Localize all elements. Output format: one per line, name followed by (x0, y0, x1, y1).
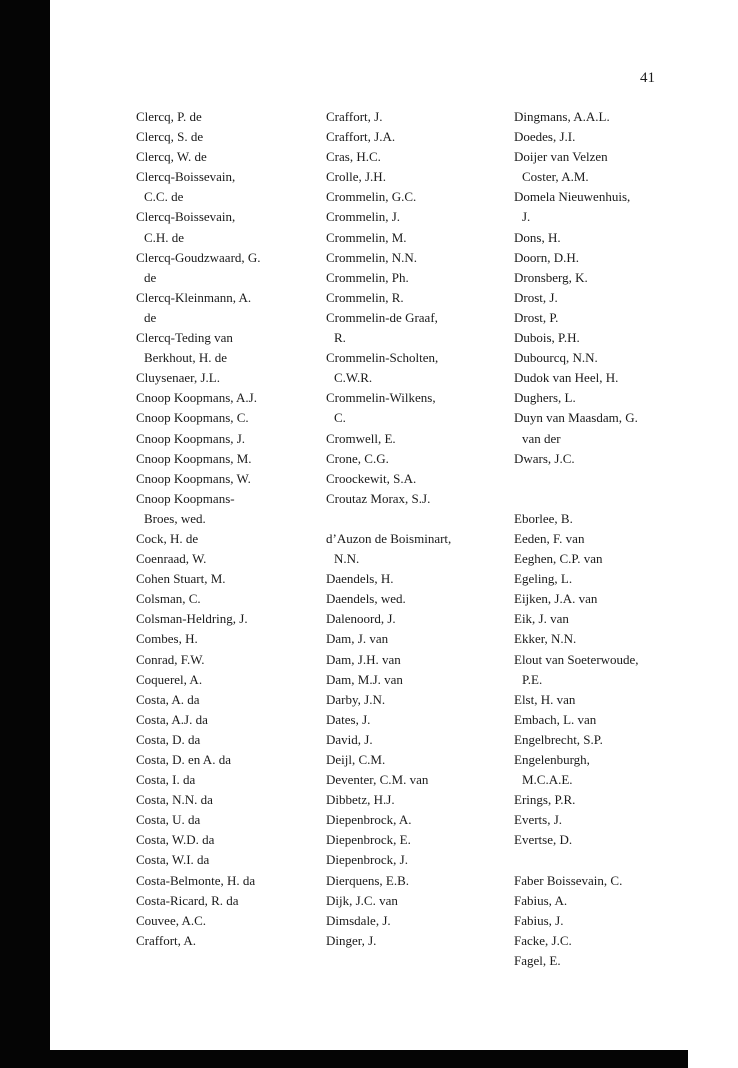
list-item: Cnoop Koopmans, J. (136, 430, 246, 446)
list-item: Domela Nieuwenhuis, (514, 189, 631, 205)
list-item: Dalenoord, J. (326, 611, 396, 627)
list-item-continuation: J. (522, 209, 531, 225)
list-item: Costa, D. da (136, 731, 201, 747)
list-item: David, J. (326, 731, 373, 747)
scan-bottom-border (0, 1050, 688, 1068)
list-item: Diepenbrock, J. (326, 852, 408, 868)
list-item: Costa, I. da (136, 772, 196, 788)
list-item: Dibbetz, H.J. (326, 792, 395, 808)
list-item-continuation: van der (522, 430, 561, 446)
list-item: Dudok van Heel, H. (514, 370, 619, 386)
list-item: Costa, A.J. da (136, 711, 208, 727)
list-item: Clercq-Goudzwaard, G. (136, 249, 261, 265)
list-item: Crommelin-de Graaf, (326, 309, 438, 325)
list-item: Egeling, L. (514, 571, 573, 587)
list-item: Fabius, J. (514, 912, 564, 928)
list-item: Cnoop Koopmans, C. (136, 410, 249, 426)
list-item: Colsman, C. (136, 591, 201, 607)
list-item: Costa-Ricard, R. da (136, 892, 239, 908)
list-item: Faber Boissevain, C. (514, 872, 623, 888)
list-item: Dronsberg, K. (514, 269, 588, 285)
list-item: Craffort, J. (326, 109, 383, 124)
list-item: Cnoop Koopmans, W. (136, 470, 251, 486)
list-item: Dam, J. van (326, 631, 389, 647)
list-item: Cnoop Koopmans, A.J. (136, 390, 257, 406)
list-item: Deventer, C.M. van (326, 772, 429, 788)
list-item: Crommelin-Scholten, (326, 350, 439, 366)
name-column-1 (136, 107, 314, 951)
list-item: Crommelin, N.N. (326, 249, 417, 265)
scan-left-border (0, 0, 50, 1068)
list-item: Dam, J.H. van (326, 651, 401, 667)
list-item: Cras, H.C. (326, 149, 381, 165)
list-item: Embach, L. van (514, 711, 597, 727)
list-item: Eijken, J.A. van (514, 591, 598, 607)
list-item: Evertse, D. (514, 832, 573, 848)
list-item: Dierquens, E.B. (326, 872, 410, 888)
list-item: Doedes, J.I. (514, 129, 576, 145)
list-item: Fagel, E. (514, 952, 561, 968)
list-item: Crommelin, J. (326, 209, 401, 225)
list-item: Eeden, F. van (514, 530, 585, 546)
list-item: Deijl, C.M. (326, 752, 386, 767)
list-item: Eik, J. van (514, 611, 569, 627)
list-item: Doorn, D.H. (514, 249, 579, 265)
list-item: Colsman-Heldring, J. (136, 611, 248, 627)
list-item: Costa, W.D. da (136, 832, 215, 848)
list-item-continuation: Broes, wed. (144, 510, 206, 526)
blank-line (514, 489, 690, 509)
list-item: Craffort, A. (136, 932, 197, 948)
list-item: Cock, H. de (136, 530, 199, 546)
list-item: Engelenburgh, (514, 752, 590, 767)
blank-line (514, 469, 690, 489)
list-item: Daendels, wed. (326, 591, 406, 607)
list-item: Costa, W.I. da (136, 852, 210, 868)
list-item: Cnoop Koopmans, M. (136, 450, 252, 466)
list-item: Fabius, A. (514, 892, 568, 908)
list-item: Cohen Stuart, M. (136, 571, 226, 587)
list-item: Dubourcq, N.N. (514, 350, 598, 366)
list-item: Clercq-Teding van (136, 330, 233, 346)
list-item-continuation: de (144, 269, 157, 285)
list-item: Dijk, J.C. van (326, 892, 398, 908)
list-item: Clercq-Boissevain, (136, 209, 236, 225)
list-item: Darby, J.N. (326, 691, 386, 707)
list-item: Coenraad, W. (136, 551, 207, 567)
list-item: Costa, D. en A. da (136, 752, 231, 767)
list-item-continuation: Coster, A.M. (522, 169, 589, 185)
list-item: Cluysenaer, J.L. (136, 370, 220, 386)
name-column-2 (326, 107, 504, 951)
list-item: Eeghen, C.P. van (514, 551, 603, 567)
list-item: Craffort, J.A. (326, 129, 396, 145)
page-number: 41 (640, 70, 655, 86)
list-item: Couvee, A.C. (136, 912, 207, 928)
list-item: Erings, P.R. (514, 792, 576, 808)
list-item: Costa-Belmonte, H. da (136, 872, 256, 888)
list-item: Clercq-Kleinmann, A. (136, 289, 252, 305)
list-item: Eborlee, B. (514, 510, 573, 526)
list-item: Clercq, P. de (136, 109, 202, 124)
list-item: Dubois, P.H. (514, 330, 580, 346)
list-item: Elst, H. van (514, 691, 576, 707)
list-item: Combes, H. (136, 631, 198, 647)
list-item: Everts, J. (514, 812, 563, 828)
list-item: Diepenbrock, A. (326, 812, 412, 828)
list-item: Cnoop Koopmans- (136, 490, 235, 506)
list-item: Clercq, W. de (136, 149, 207, 165)
blank-line (514, 850, 690, 870)
list-item: Crommelin, Ph. (326, 269, 409, 285)
list-item-continuation: de (144, 309, 157, 325)
list-item: Crommelin, G.C. (326, 189, 417, 205)
list-item: Crommelin, M. (326, 229, 407, 245)
list-item: Duyn van Maasdam, G. (514, 410, 638, 426)
list-item-continuation: P.E. (522, 671, 543, 687)
list-item: Dingmans, A.A.L. (514, 109, 610, 124)
list-item: Dam, M.J. van (326, 671, 403, 687)
list-item: Dimsdale, J. (326, 912, 391, 928)
list-item: Diepenbrock, E. (326, 832, 411, 848)
list-item: Clercq-Boissevain, (136, 169, 236, 185)
list-item: Costa, N.N. da (136, 792, 213, 808)
list-item: Drost, P. (514, 309, 559, 325)
list-item: Doijer van Velzen (514, 149, 608, 165)
list-item: Croockewit, S.A. (326, 470, 417, 486)
list-item-continuation: C.W.R. (334, 370, 373, 386)
list-item: Croutaz Morax, S.J. (326, 490, 431, 506)
list-item: Dughers, L. (514, 390, 576, 406)
list-item: Crommelin-Wilkens, (326, 390, 436, 406)
list-item: Dwars, J.C. (514, 450, 575, 466)
list-item: Daendels, H. (326, 571, 394, 587)
list-item: Dinger, J. (326, 932, 377, 948)
list-item: Coquerel, A. (136, 671, 203, 687)
list-item-continuation: N.N. (334, 551, 360, 567)
list-item: Conrad, F.W. (136, 651, 205, 667)
list-item: Costa, A. da (136, 691, 200, 707)
list-item: Elout van Soeterwoude, (514, 651, 639, 667)
list-item: Costa, U. da (136, 812, 201, 828)
name-column-3 (514, 107, 690, 971)
list-item-continuation: C. (334, 410, 346, 426)
list-item: Facke, J.C. (514, 932, 572, 948)
list-item-continuation: R. (334, 330, 346, 346)
list-item: Dates, J. (326, 711, 371, 727)
list-item: d’Auzon de Boisminart, (326, 530, 452, 546)
list-item: Dons, H. (514, 229, 561, 245)
list-item-continuation: M.C.A.E. (522, 772, 573, 788)
list-item: Crone, C.G. (326, 450, 389, 466)
list-item: Engelbrecht, S.P. (514, 731, 603, 747)
list-item: Clercq, S. de (136, 129, 204, 145)
list-item: Ekker, N.N. (514, 631, 577, 647)
list-item: Crommelin, R. (326, 289, 404, 305)
list-item-continuation: C.H. de (144, 229, 185, 245)
list-item: Cromwell, E. (326, 430, 396, 446)
list-item-continuation: Berkhout, H. de (144, 350, 228, 366)
list-item-continuation: C.C. de (144, 189, 184, 205)
blank-line (326, 509, 504, 529)
list-item: Crolle, J.H. (326, 169, 386, 185)
list-item: Drost, J. (514, 289, 558, 305)
